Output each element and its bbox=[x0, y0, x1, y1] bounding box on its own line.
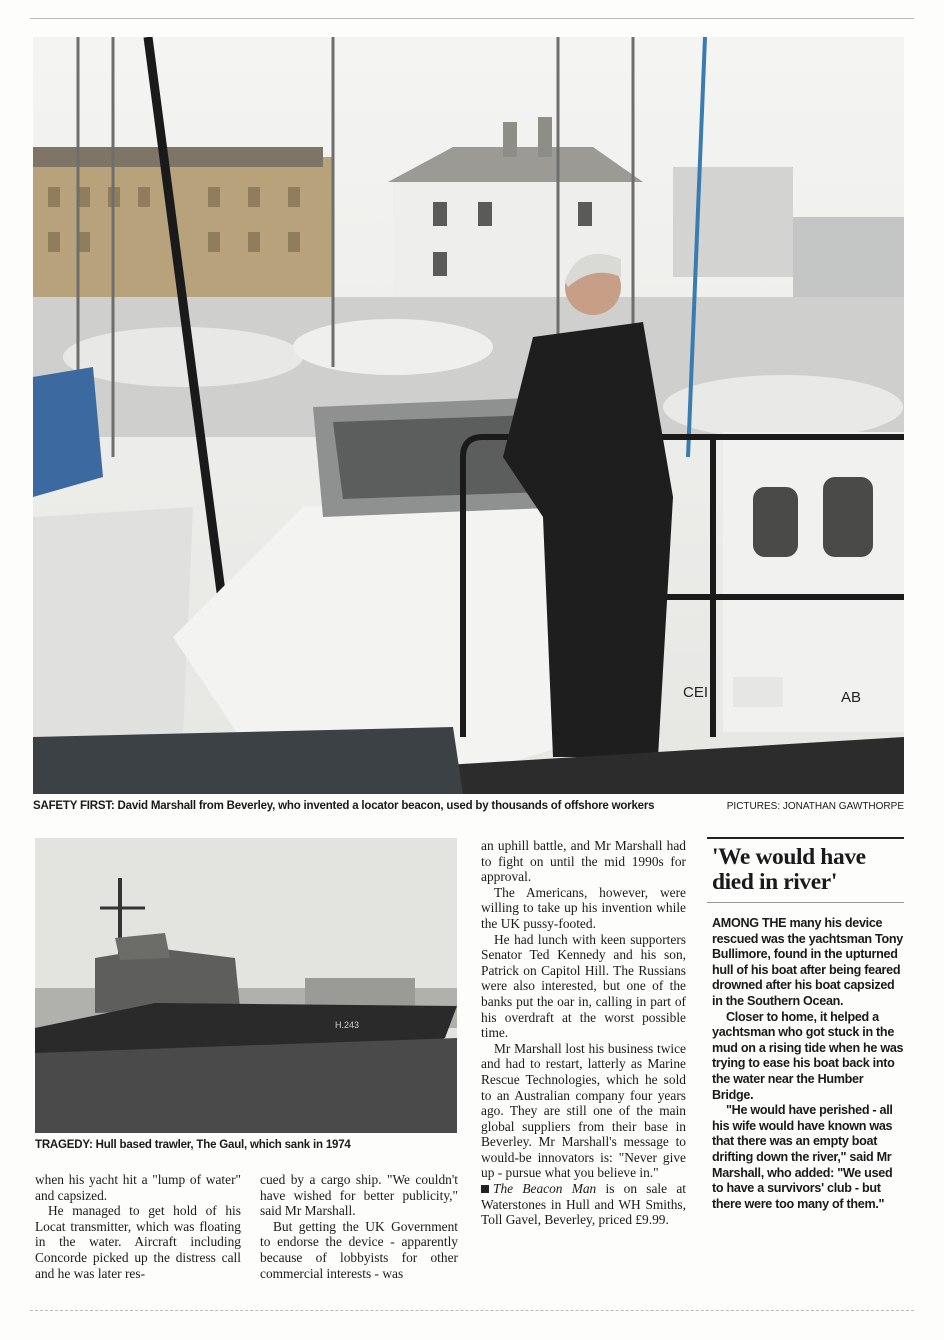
paragraph: when his yacht hit a "lump of water" and capsized. bbox=[35, 1172, 241, 1203]
sidebar-headline: 'We would have died in river' bbox=[712, 844, 866, 895]
boat-lettering-right: AB bbox=[841, 689, 862, 706]
sidebar-body bbox=[712, 916, 904, 1212]
paragraph: But getting the UK Government to endorse the device - apparently because of lobbyists for other commercial interests - was bbox=[260, 1218, 458, 1281]
paragraph: cued by a cargo ship. "We couldn't have wished for better publicity," said Mr Marshall. bbox=[260, 1172, 458, 1219]
book-promo bbox=[481, 1181, 686, 1228]
promo-text: is on sale at Waterstones in Hull and WH Smiths, Toll Gavel, Beverley, priced £9.99. bbox=[481, 1181, 686, 1228]
trawler-registration: H.243 bbox=[335, 1020, 360, 1030]
caption-label: TRAGEDY: bbox=[35, 1139, 93, 1151]
photo-credit: PICTURES: JONATHAN GAWTHORPE bbox=[726, 801, 904, 812]
caption-text: David Marshall from Beverley, who invented a locator beacon, used by thousands of offshore workers bbox=[117, 800, 655, 812]
article-column-1 bbox=[35, 1172, 241, 1281]
paragraph: "He would have perished - all his wife would have known was that there was an empty boat drifting down the river," said Mr Marshall, who added: "We used to have a survivors' club - but there were too many of them." bbox=[712, 1103, 893, 1211]
paragraph: The Americans, however, were willing to take up his invention while the UK pussy-footed. bbox=[481, 884, 686, 931]
paragraph: AMONG THE many his device rescued was the yachtsman Tony Bullimore, found in the upturned hull of his boat after being feared drowned after his boat capsized in the Southern Ocean. bbox=[712, 916, 903, 1008]
book-title: The Beacon Man bbox=[493, 1181, 597, 1197]
article-column-3 bbox=[481, 838, 686, 1228]
sidebar-top-rule bbox=[707, 837, 904, 839]
boat-lettering-left: CEI bbox=[683, 684, 709, 701]
paragraph: Closer to home, it helped a yachtsman who got stuck in the mud on a rising tide when he was trying to ease his boat back into the water near the Humber Bridge. bbox=[712, 1009, 904, 1102]
paragraph: He had lunch with keen supporters Senator Ted Kennedy and his son, Patrick on Capitol Hill. The Russians were also interested, but one of the banks put the oar in, calling in part of his overdraft at the worst possible time. bbox=[481, 931, 686, 1041]
trawler-photo-illustration bbox=[35, 838, 457, 1133]
page-top-rule bbox=[30, 18, 914, 19]
caption-text: Hull based trawler, The Gaul, which sank in 1974 bbox=[95, 1139, 351, 1151]
bullet-square-icon bbox=[481, 1185, 489, 1193]
sidebar-divider bbox=[707, 902, 904, 903]
trawler-photo-caption bbox=[35, 1139, 457, 1151]
paragraph: an uphill battle, and Mr Marshall had to fight on until the mid 1990s for approval. bbox=[481, 838, 686, 885]
trawler-photo bbox=[35, 838, 457, 1133]
paragraph: Mr Marshall lost his business twice and had to restart, latterly as Marine Rescue Technologies, which he sold to an Australian company four years ago. They are still one of the main global suppliers from their base in Beverley. Mr Marshall's message to would-be innovators is: "Never give up - pursue what you believe in." bbox=[481, 1040, 686, 1181]
marina-photo-illustration bbox=[33, 37, 904, 794]
page-bottom-rule bbox=[30, 1310, 914, 1311]
caption-label: SAFETY FIRST: bbox=[33, 800, 115, 812]
main-photo-caption bbox=[33, 800, 904, 820]
main-photo bbox=[33, 37, 904, 794]
paragraph: He managed to get hold of his Locat transmitter, which was floating in the water. Aircraft including Concorde picked up the distress call and he was later res- bbox=[35, 1203, 241, 1281]
article-column-2 bbox=[260, 1172, 458, 1281]
